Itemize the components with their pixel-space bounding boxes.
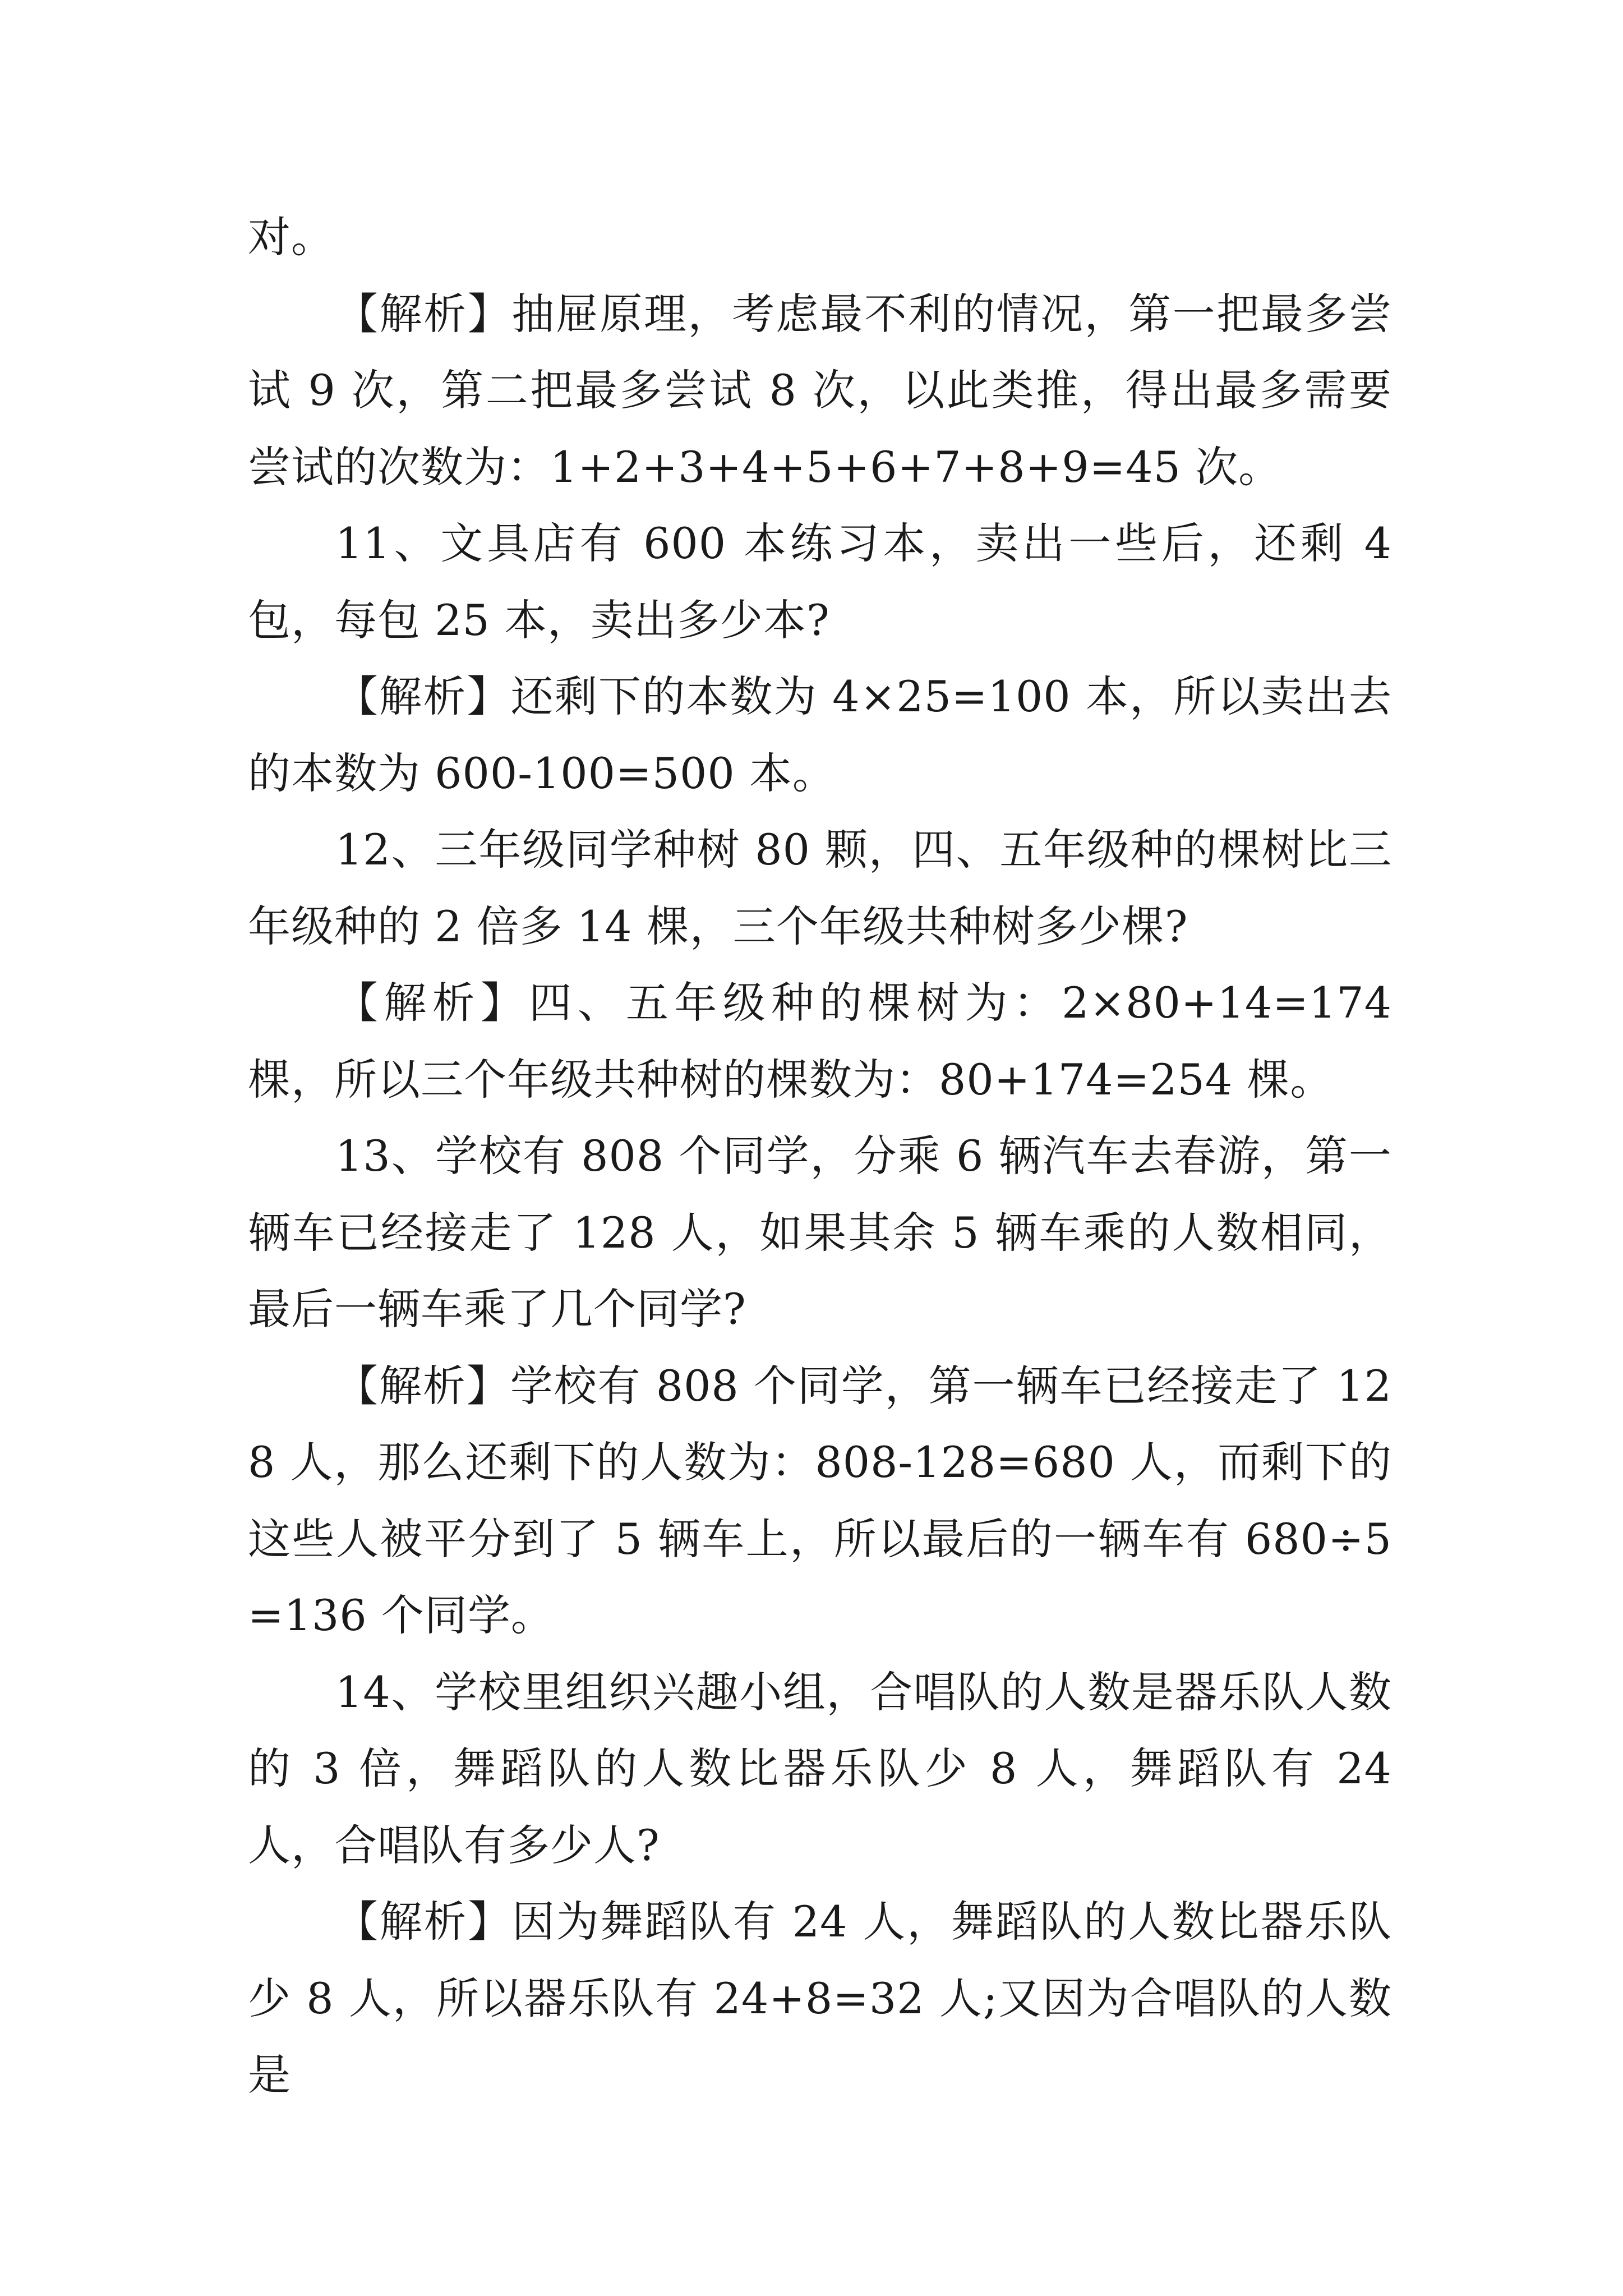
paragraph-continuation: 对。 [248,212,334,262]
paragraph-analysis-13: 【解析】学校有 808 个同学，第一辆车已经接走了 128 人，那么还剩下的人数为：808-128=680 人，而剩下的这些人被平分到了 5 辆车上，所以最后的一辆车有 680÷5=136 个同学。 [248,1360,1392,1640]
paragraph-analysis-12: 【解析】四、五年级种的棵树为：2×80+14=174 棵，所以三个年级共种树的棵数为：80+174=254 棵。 [248,978,1392,1105]
paragraph-question-13: 13、学校有 808 个同学，分乘 6 辆汽车去春游，第一辆车已经接走了 128 人，如果其余 5 辆车乘的人数相同，最后一辆车乘了几个同学? [248,1131,1392,1334]
paragraph-analysis-14: 【解析】因为舞蹈队有 24 人，舞蹈队的人数比器乐队少 8 人，所以器乐队有 24+8=32 人;又因为合唱队的人数是 [248,1897,1392,2100]
paragraph-analysis-10: 【解析】抽屉原理，考虑最不利的情况，第一把最多尝试 9 次，第二把最多尝试 8 次，以此类推，得出最多需要尝试的次数为：1+2+3+4+5+6+7+8+9=45 次。 [248,288,1392,492]
paragraph-analysis-11: 【解析】还剩下的本数为 4×25=100 本，所以卖出去的本数为 600-100=500 本。 [248,671,1392,798]
paragraph-question-11: 11、文具店有 600 本练习本，卖出一些后，还剩 4 包，每包 25 本，卖出多少本? [248,518,1392,645]
paragraph-question-12: 12、三年级同学种树 80 颗，四、五年级种的棵树比三年级种的 2 倍多 14 棵，三个年级共种树多少棵? [248,825,1392,951]
paragraph-question-14: 14、学校里组织兴趣小组，合唱队的人数是器乐队人数的 3 倍，舞蹈队的人数比器乐队少 8 人，舞蹈队有 24 人，合唱队有多少人? [248,1667,1392,1870]
document-body [248,199,1392,2114]
